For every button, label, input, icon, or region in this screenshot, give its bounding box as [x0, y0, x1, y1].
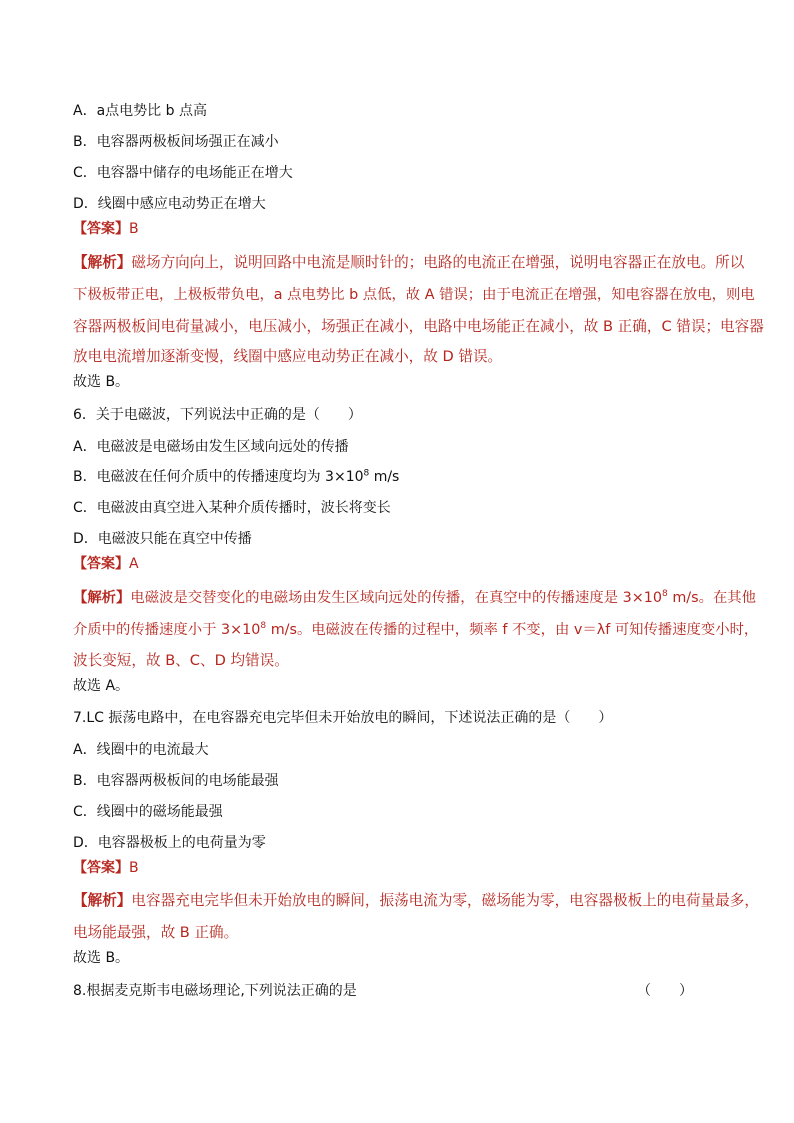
q6-analysis-line-2 — [73, 620, 759, 640]
q6-analysis-line-3: 波长变短，故 B、C、D 均错误。 — [73, 652, 289, 669]
q5-analysis-line-4: 放电电流增加逐渐变慢，线圈中感应电动势正在减小，故 D 错误。 — [73, 348, 503, 365]
q5-analysis-line-2: 下极板带正电，上极板带负电，a 点电势比 b 点低，故 A 错误；由于电流正在增强，知电容器在放电，则电 — [73, 287, 755, 303]
q5-conclusion: 故选 B。 — [73, 374, 130, 390]
q5-option-c: C．电容器中储存的电场能正在增大 — [73, 165, 293, 181]
q6-option-c: C．电磁波由真空进入某种介质传播时，波长将变长 — [73, 500, 391, 516]
answer-value: B — [129, 860, 139, 876]
answer-value: B — [129, 221, 139, 237]
analysis-text: 电磁波是交替变化的电磁场由发生区域向远处的传播，在真空中的传播速度是 3×10 — [130, 590, 663, 606]
q8-answer-bracket: （ ） — [637, 983, 693, 999]
q7-answer — [73, 858, 139, 878]
analysis-text: 磁场方向向上，说明回路中电流是顺时针的；电路的电流正在增强，说明电容器正在放电。所以 — [131, 254, 745, 271]
q7-option-d: D．电容器极板上的电荷量为零 — [73, 835, 266, 851]
q6-stem: 6．关于电磁波，下列说法中正确的是（ ） — [73, 407, 362, 423]
q5-option-b: B．电容器两极板间场强正在减小 — [73, 134, 279, 150]
q6-option-b — [73, 467, 399, 487]
option-b-text: B．电磁波在任何介质中的传播速度均为 3×10 — [73, 469, 364, 485]
exponent: 8 — [260, 621, 267, 632]
unit: m/s — [369, 469, 400, 485]
q6-conclusion: 故选 A。 — [73, 678, 130, 694]
analysis-text: 电容器充电完毕但未开始放电的瞬间，振荡电流为零，磁场能为零，电容器极板上的电荷量最多， — [131, 892, 759, 909]
q5-option-a: A．a点电势比 b 点高 — [73, 103, 207, 119]
analysis-tag: 【解析】 — [73, 590, 131, 606]
answer-value: A — [129, 556, 139, 572]
q5-answer — [73, 219, 139, 239]
exponent: 8 — [363, 468, 370, 479]
analysis-text: m/s。电磁波在传播的过程中，频率 f 不变，由 v＝λf 可知传播速度变小时， — [266, 622, 759, 638]
analysis-tag: 【解析】 — [73, 892, 132, 909]
exponent: 8 — [662, 589, 668, 600]
q7-analysis-line-1 — [73, 891, 759, 911]
q7-conclusion: 故选 B。 — [73, 950, 130, 966]
analysis-text: m/s。在其他 — [667, 590, 756, 606]
answer-tag: 【答案】 — [73, 860, 129, 876]
q7-option-b: B．电容器两极板间的电场能最强 — [73, 773, 279, 789]
answer-tag: 【答案】 — [73, 221, 129, 237]
q7-option-c: C．线圈中的磁场能最强 — [73, 804, 223, 820]
answer-tag: 【答案】 — [73, 556, 129, 572]
q6-analysis-line-1 — [73, 588, 756, 608]
analysis-tag: 【解析】 — [73, 254, 132, 271]
q5-option-d: D．线圈中感应电动势正在增大 — [73, 196, 266, 212]
q6-answer — [73, 554, 139, 574]
q7-stem: 7.LC 振荡电路中，在电容器充电完毕但未开始放电的瞬间，下述说法正确的是（ ） — [73, 710, 613, 726]
q7-option-a: A．线圈中的电流最大 — [73, 742, 209, 758]
q7-analysis-line-2: 电场能最强，故 B 正确。 — [73, 924, 239, 941]
q6-option-d: D．电磁波只能在真空中传播 — [73, 531, 252, 547]
q6-option-a: A．电磁波是电磁场由发生区域向远处的传播 — [73, 439, 349, 455]
q5-analysis-line-1 — [73, 253, 745, 273]
q8-stem: 8.根据麦克斯韦电磁场理论,下列说法正确的是 — [73, 983, 357, 999]
q5-analysis-line-3: 容器两极板间电荷量减小，电压减小，场强正在减小，电路中电场能正在减小，故 B 正确，C 错误；电容器 — [73, 318, 764, 335]
analysis-text: 介质中的传播速度小于 3×10 — [73, 622, 261, 638]
